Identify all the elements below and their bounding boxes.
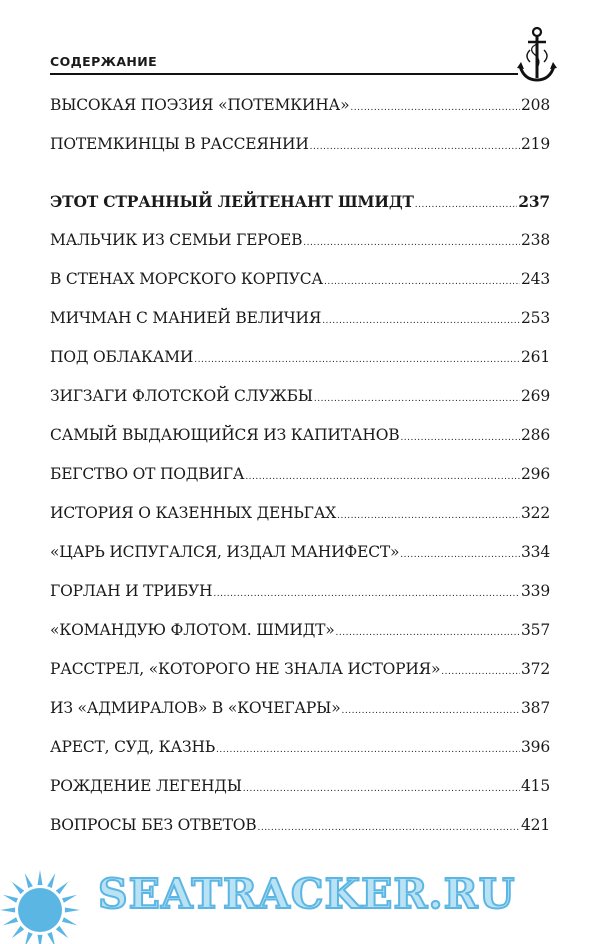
toc-entry-page: 253 <box>521 309 550 327</box>
toc-entry <box>50 299 550 338</box>
toc-entry <box>50 572 550 611</box>
toc-entry-page: 322 <box>521 504 550 522</box>
sunburst-ray <box>25 932 33 944</box>
anchor-icon <box>516 26 558 86</box>
toc-entry-page: 396 <box>521 738 550 756</box>
toc-entry-page: 339 <box>521 582 550 600</box>
toc-entry-title: ВОПРОСЫ БЕЗ ОТВЕТОВ <box>50 816 257 834</box>
sunburst-ray <box>12 926 25 939</box>
toc-entry <box>50 377 550 416</box>
toc-entry-page: 238 <box>521 231 550 249</box>
toc-leader-dots <box>400 536 520 575</box>
toc-entry <box>50 806 550 845</box>
toc-entry-title: ПОД ОБЛАКАМИ <box>50 348 194 366</box>
toc-entry-page: 219 <box>521 135 550 153</box>
toc-entry <box>50 650 550 689</box>
sunburst-ray <box>25 873 33 888</box>
toc-entry-title: ИСТОРИЯ О КАЗЕННЫХ ДЕНЬГАХ <box>50 504 337 522</box>
page-header <box>50 48 520 78</box>
toc-entry-page: 415 <box>521 777 550 795</box>
toc-entry <box>50 182 550 221</box>
toc-leader-dots <box>243 770 520 809</box>
toc-entry-page: 296 <box>521 465 550 483</box>
sunburst-ray <box>56 882 69 895</box>
toc-entry <box>50 86 550 125</box>
toc-entry-title: ПОТЕМКИНЦЫ В РАССЕЯНИИ <box>50 135 309 153</box>
toc-entry-title: ГОРЛАН И ТРИБУН <box>50 582 213 600</box>
sunburst-ray <box>12 882 25 895</box>
sunburst-ray <box>38 935 43 944</box>
sunburst-ray <box>62 917 77 925</box>
sunburst-ray <box>65 908 80 913</box>
toc-leader-dots <box>400 419 520 458</box>
toc-leader-dots <box>322 302 520 341</box>
toc-entry-page: 387 <box>521 699 550 717</box>
sunburst-ray <box>3 895 18 903</box>
toc-entry <box>50 221 550 260</box>
sunburst-ray <box>62 895 77 903</box>
toc-entry-page: 357 <box>521 621 550 639</box>
toc-entry-title: ВЫСОКАЯ ПОЭЗИЯ «ПОТЕМКИНА» <box>50 96 350 114</box>
toc-entry <box>50 260 550 299</box>
toc-leader-dots <box>310 128 520 167</box>
toc-entry-page: 261 <box>521 348 550 366</box>
toc-entry <box>50 416 550 455</box>
toc-entry-title: ЗИГЗАГИ ФЛОТСКОЙ СЛУЖБЫ <box>50 387 313 405</box>
toc-leader-dots <box>314 380 520 419</box>
toc-leader-dots <box>303 224 520 263</box>
sunburst-icon <box>0 870 80 944</box>
toc-leader-dots <box>415 186 518 225</box>
toc-entry-page: 208 <box>521 96 550 114</box>
toc-entry-title: БЕГСТВО ОТ ПОДВИГА <box>50 465 245 483</box>
toc-leader-dots <box>257 809 520 848</box>
toc-leader-dots <box>324 263 520 302</box>
toc-leader-dots <box>350 89 520 128</box>
toc-leader-dots <box>213 575 520 614</box>
toc-entry-title: РАССТРЕЛ, «КОТОРОГО НЕ ЗНАЛА ИСТОРИЯ» <box>50 660 441 678</box>
toc-leader-dots <box>337 497 520 536</box>
toc-entry-page: 243 <box>521 270 550 288</box>
toc-leader-dots <box>194 341 520 380</box>
watermark-text: SEATRACKER.RU <box>98 870 516 918</box>
toc-entry-page: 269 <box>521 387 550 405</box>
toc-entry <box>50 494 550 533</box>
toc-entry-title: ЭТОТ СТРАННЫЙ ЛЕЙТЕНАНТ ШМИДТ <box>50 192 414 211</box>
toc-entry <box>50 689 550 728</box>
toc-leader-dots <box>336 614 520 653</box>
sunburst-ray <box>47 932 55 944</box>
toc-entry-title: ИЗ «АДМИРАЛОВ» В «КОЧЕГАРЫ» <box>50 699 341 717</box>
toc-entry-page: 286 <box>521 426 550 444</box>
toc-entry <box>50 125 550 164</box>
toc-leader-dots <box>342 692 521 731</box>
sunburst-ray <box>3 917 18 925</box>
toc-entry <box>50 767 550 806</box>
toc-entry <box>50 728 550 767</box>
toc-entry <box>50 611 550 650</box>
toc-entry <box>50 338 550 377</box>
toc-leader-dots <box>245 458 520 497</box>
table-of-contents <box>50 86 550 845</box>
toc-entry-title: В СТЕНАХ МОРСКОГО КОРПУСА <box>50 270 323 288</box>
toc-entry-title: «ЦАРЬ ИСПУГАЛСЯ, ИЗДАЛ МАНИФЕСТ» <box>50 543 400 561</box>
toc-leader-dots <box>216 731 520 770</box>
toc-entry-title: АРЕСТ, СУД, КАЗНЬ <box>50 738 216 756</box>
toc-entry <box>50 533 550 572</box>
toc-entry-title: САМЫЙ ВЫДАЮЩИЙСЯ ИЗ КАПИТАНОВ <box>50 426 400 444</box>
sunburst-ray <box>0 908 15 913</box>
toc-entry-page: 372 <box>521 660 550 678</box>
toc-entry-page: 421 <box>521 816 550 834</box>
toc-entry-page: 237 <box>518 192 550 211</box>
toc-entry <box>50 455 550 494</box>
toc-entry-title: РОЖДЕНИЕ ЛЕГЕНДЫ <box>50 777 242 795</box>
sunburst-ray <box>47 873 55 888</box>
toc-leader-dots <box>441 653 520 692</box>
header-title: СОДЕРЖАНИЕ <box>50 54 158 69</box>
toc-entry-title: «КОМАНДУЮ ФЛОТОМ. ШМИДТ» <box>50 621 335 639</box>
toc-entry-title: МИЧМАН С МАНИЕЙ ВЕЛИЧИЯ <box>50 309 322 327</box>
header-rule <box>50 73 518 75</box>
toc-entry-page: 334 <box>521 543 550 561</box>
toc-entry-title: МАЛЬЧИК ИЗ СЕМЬИ ГЕРОЕВ <box>50 231 303 249</box>
sunburst-ray <box>38 870 43 885</box>
sunburst-ray <box>56 926 69 939</box>
